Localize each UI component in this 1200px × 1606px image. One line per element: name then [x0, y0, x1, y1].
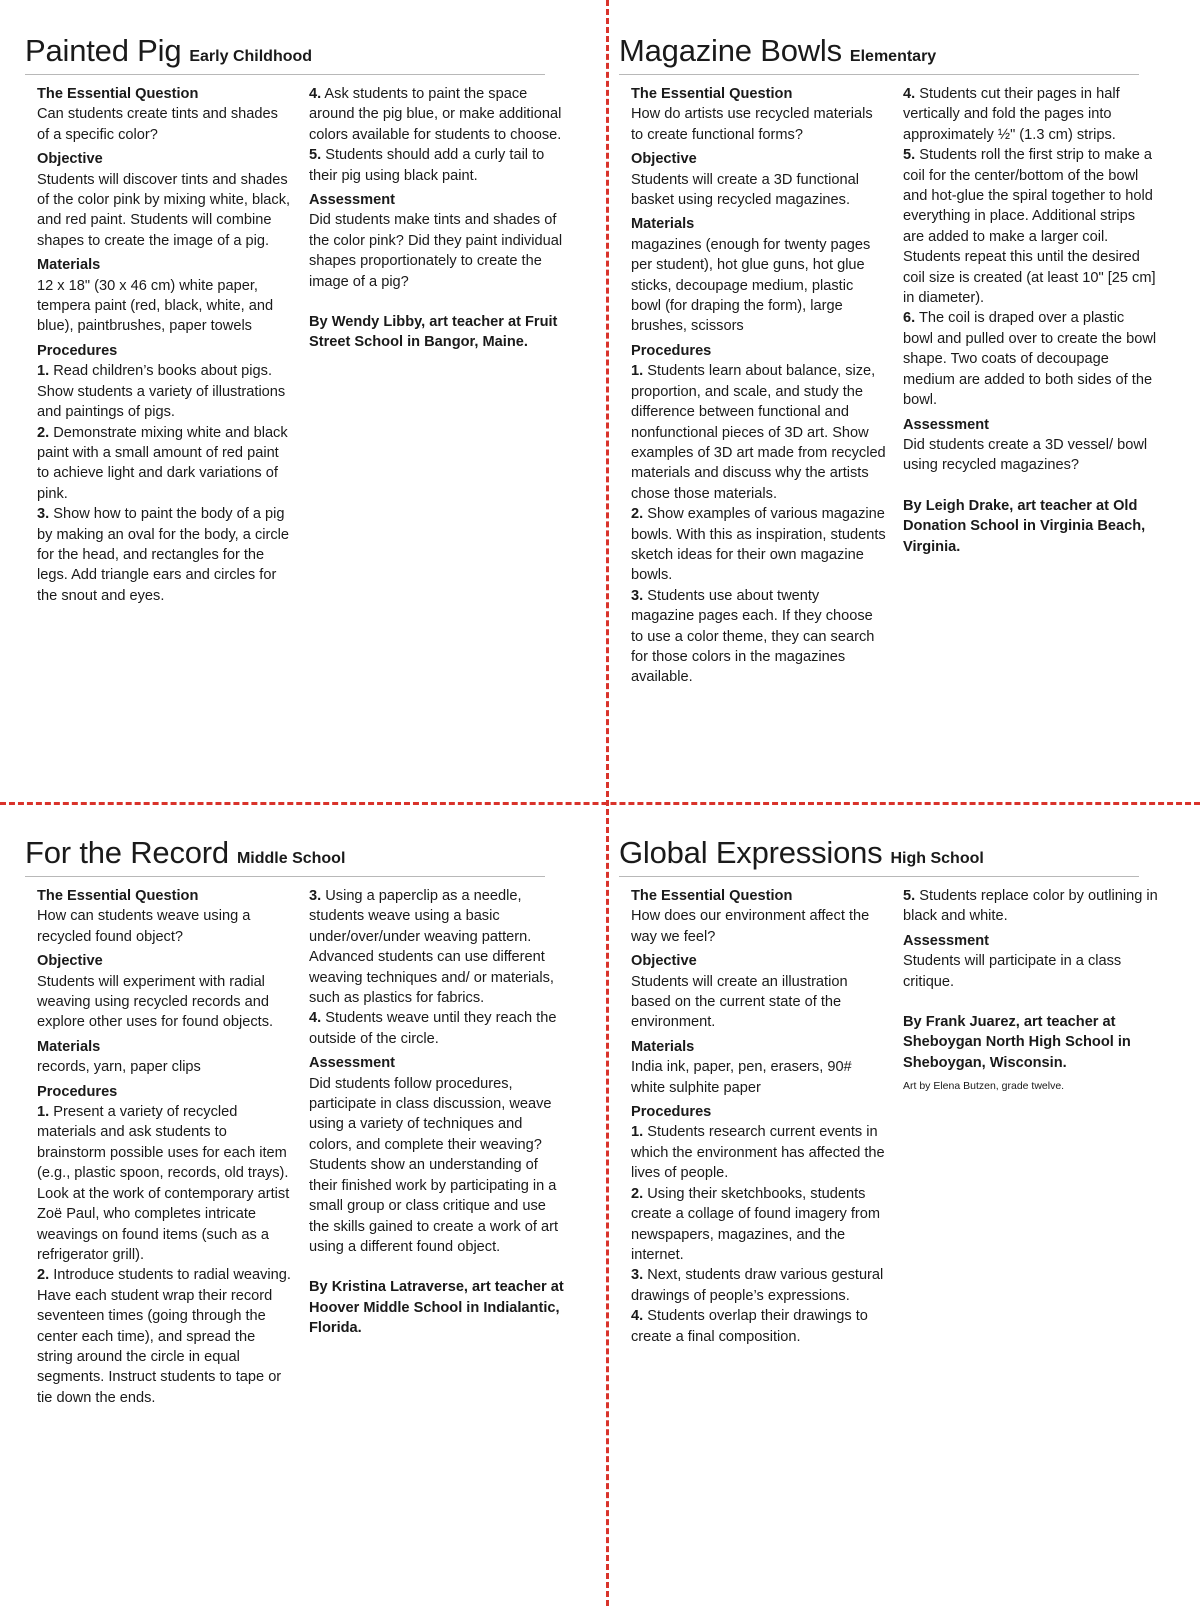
procedures-heading: Procedures — [631, 342, 712, 359]
procedure-step: 5. Students should add a curly tail to their pig using black paint. — [309, 147, 545, 184]
author-byline: By Frank Juarez, art teacher at Sheboygan North High School in Sheboygan, Wisconsin. — [903, 1014, 1131, 1071]
lesson-card-for-the-record — [25, 834, 564, 1574]
objective-heading: Objective — [37, 151, 103, 168]
assessment-heading: Assessment — [309, 1055, 395, 1072]
procedure-step: 1. Students research current events in which the environment has affected the lives of people. — [631, 1124, 885, 1182]
grade-level: Early Childhood — [189, 48, 313, 65]
procedure-step: 3. Students use about twenty magazine pages each. If they choose to use a color theme, they can search for those colors in the magazines available. — [631, 587, 875, 686]
assessment-heading: Assessment — [903, 416, 989, 433]
assessment-text: Did students create a 3D vessel/ bowl using recycled magazines? — [903, 436, 1148, 474]
lesson-title: For the Record — [25, 835, 229, 870]
materials-text: records, yarn, paper clips — [37, 1059, 201, 1076]
objective-text: Students will discover tints and shades of the color pink by mixing white, black, and red paint. Students will combine shapes to create the image of a pig. — [37, 171, 291, 249]
essential-question-heading: The Essential Question — [631, 888, 793, 904]
author-byline: By Wendy Libby, art teacher at Fruit Street School in Bangor, Maine. — [309, 314, 558, 351]
card-title — [619, 32, 1139, 75]
materials-text: India ink, paper, pen, erasers, 90# white sulphite paper — [631, 1059, 852, 1096]
right-column — [903, 84, 1158, 557]
horizontal-cut-line — [0, 802, 1200, 805]
essential-question-text: How does our environment affect the way we feel? — [631, 908, 870, 945]
procedure-step: 2. Using their sketchbooks, students create a collage of found imagery from newspapers, magazines, and the internet. — [631, 1185, 881, 1263]
procedure-step: 2. Show examples of various magazine bowls. With this as inspiration, students sketch ideas for their own magazine bowls. — [631, 506, 886, 584]
procedure-step: 1. Present a variety of recycled materials and ask students to brainstorm possible uses for each item (e.g., plastic spoon, records, old trays). Look at the work of contemporary artist Zoë Paul, who completes intricate weavings on found items (such as a refrigerator grill). — [37, 1104, 290, 1263]
procedure-step: 5. Students roll the first strip to make a coil for the center/bottom of the bowl and hot-glue the spiral together to hold everything in place. Additional strips are added to make a larger coil. Students repeat this until the desired coil size is created (at least 10" [25 cm] in diameter). — [903, 147, 1156, 307]
materials-heading: Materials — [37, 1038, 101, 1055]
essential-question-text: Can students create tints and shades of a specific color? — [37, 106, 278, 143]
right-column — [309, 886, 564, 1339]
art-credit: Art by Elena Butzen, grade twelve. — [903, 1080, 1065, 1093]
assessment-text: Did students make tints and shades of the color pink? Did they paint individual shapes proportionately to create the image of a pig? — [309, 212, 563, 290]
card-title — [619, 834, 1139, 877]
procedure-step: 5. Students replace color by outlining in black and white. — [903, 888, 1158, 925]
assessment-heading: Assessment — [903, 932, 989, 949]
left-column — [631, 886, 886, 1347]
procedure-step: 3. Using a paperclip as a needle, students weave using a basic under/over/under weaving pattern. Advanced students can use different weaving techniques and/ or materials, such as plastics for fabrics. — [309, 888, 554, 1007]
right-column — [309, 84, 564, 353]
grade-level: High School — [890, 850, 984, 867]
assessment-text: Did students follow procedures, participate in class discussion, weave using a variety of techniques and colors, and complete their weaving? Students show an understanding of their finished work by participating in a small group or class critique and use the skills gained to create a work of art using a different found object. — [309, 1075, 559, 1255]
objective-text: Students will experiment with radial weaving using recycled records and explore other uses for found objects. — [37, 973, 274, 1031]
lesson-title: Painted Pig — [25, 33, 182, 68]
materials-heading: Materials — [631, 216, 695, 233]
procedure-step: 3. Next, students draw various gestural drawings of people’s expressions. — [631, 1267, 884, 1304]
procedure-step: 3. Show how to paint the body of a pig by making an oval for the body, a circle for the head, and rectangles for the legs. Add triangle ears and circles for the snout and eyes. — [37, 506, 290, 604]
essential-question-heading: The Essential Question — [37, 888, 199, 904]
procedures-heading: Procedures — [631, 1104, 712, 1121]
procedure-step: 4. Ask students to paint the space around the pig blue, or make additional colors available for students to choose. — [309, 86, 562, 143]
assessment-heading: Assessment — [309, 192, 395, 209]
left-column — [631, 84, 886, 688]
procedures-heading: Procedures — [37, 1083, 118, 1100]
essential-question-heading: The Essential Question — [631, 86, 793, 102]
card-title — [25, 32, 545, 75]
lesson-title: Magazine Bowls — [619, 33, 842, 68]
objective-heading: Objective — [631, 953, 697, 970]
grade-level: Middle School — [236, 850, 346, 867]
procedure-step: 1. Read children’s books about pigs. Show students a variety of illustrations and paintings of pigs. — [37, 363, 286, 421]
materials-heading: Materials — [631, 1038, 695, 1055]
procedure-step: 4. Students cut their pages in half vertically and fold the pages into approximately ½" (1.3 cm) strips. — [903, 86, 1120, 143]
procedure-step: 6. The coil is draped over a plastic bowl and pulled over to create the bowl shape. Two coats of decoupage medium are added to both sides of the bowl. — [903, 310, 1157, 409]
essential-question-text: How do artists use recycled materials to create functional forms? — [631, 106, 873, 143]
objective-heading: Objective — [631, 151, 697, 168]
lesson-card-global-expressions — [619, 834, 1158, 1574]
assessment-text: Students will participate in a class critique. — [903, 953, 1122, 990]
grade-level: Elementary — [849, 48, 937, 65]
materials-heading: Materials — [37, 257, 101, 274]
card-title — [25, 834, 545, 877]
author-byline: By Kristina Latraverse, art teacher at Hoover Middle School in Indialantic, Florida. — [309, 1279, 564, 1337]
procedure-step: 4. Students overlap their drawings to create a final composition. — [631, 1308, 868, 1345]
procedure-step: 2. Demonstrate mixing white and black paint with a small amount of red paint to achieve light and dark variations of pink. — [37, 424, 288, 502]
procedure-step: 4. Students weave until they reach the outside of the circle. — [309, 1010, 557, 1047]
lesson-card-magazine-bowls — [619, 32, 1157, 772]
right-column — [903, 886, 1158, 1093]
procedure-step: 1. Students learn about balance, size, proportion, and scale, and study the difference between functional and nonfunctional pieces of 3D art. Show examples of 3D art made from recycled materials and discuss why the artists chose those materials. — [631, 363, 886, 502]
lesson-title: Global Expressions — [619, 835, 883, 870]
materials-text: magazines (enough for twenty pages per student), hot glue guns, hot glue sticks, decoupage medium, plastic bowl (for draping the form), large brushes, scissors — [631, 236, 871, 335]
materials-text: 12 x 18" (30 x 46 cm) white paper, tempera paint (red, black, white, and blue), paintbrushes, paper towels — [37, 277, 274, 335]
essential-question-text: How can students weave using a recycled found object? — [37, 908, 251, 945]
essential-question-heading: The Essential Question — [37, 86, 199, 102]
objective-text: Students will create an illustration based on the current state of the environment. — [631, 973, 848, 1031]
procedure-step: 2. Introduce students to radial weaving. Have each student wrap their record seventeen times (going through the center each time), and spread the string around the circle in equal segments. Instruct students to tape or tie down the ends. — [37, 1267, 291, 1406]
objective-text: Students will create a 3D functional basket using recycled magazines. — [631, 171, 859, 209]
objective-heading: Objective — [37, 953, 103, 970]
lesson-card-painted-pig — [25, 32, 563, 772]
left-column — [37, 84, 292, 606]
left-column — [37, 886, 292, 1408]
author-byline: By Leigh Drake, art teacher at Old Donation School in Virginia Beach, Virginia. — [903, 497, 1146, 555]
procedures-heading: Procedures — [37, 342, 118, 359]
